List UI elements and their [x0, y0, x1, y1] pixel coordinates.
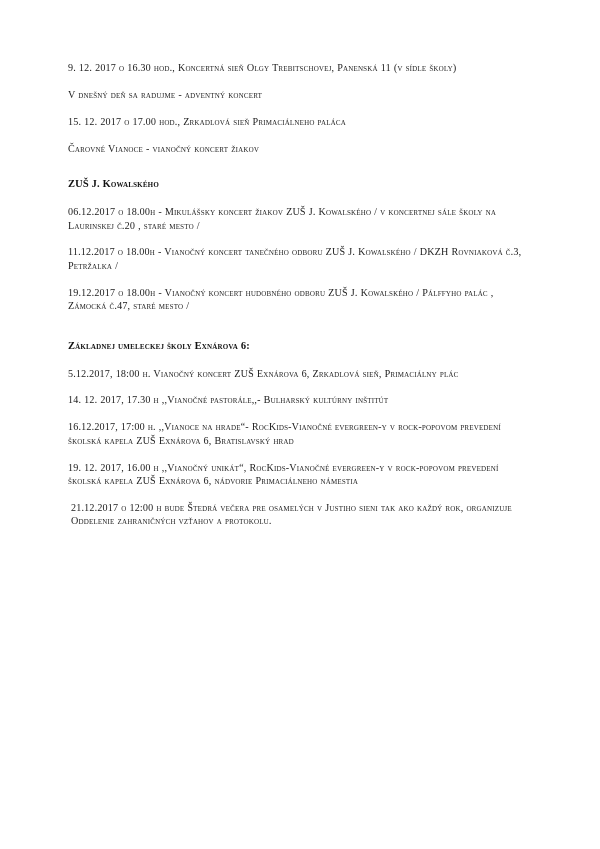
section-heading-exnarova: Základnej umeleckej školy Exnárova 6: [68, 340, 250, 352]
paragraph-line-secondary: školská kapela ZUŠ Exnárova 6, Bratislavský hrad [68, 435, 294, 447]
paragraph-line-secondary: školská kapela ZUŠ Exnárova 6, nádvorie Primaciálneho námestia [68, 476, 359, 488]
paragraph-event-14-12-exnarova: 14. 12. 2017, 17.30 h ,,Vianočné pastorále,,- Bulharský kultúrny inštitút [68, 395, 389, 407]
paragraph-event-19-12-kowalskeho: 19.12.2017 o 18.00h - Vianočný koncert hudobného odboru ZUŠ J. Kowalského / Pálffyho palác , Zámocká č.47, staré mesto / [68, 287, 494, 313]
paragraph-line-primary: 16.12.2017, 17:00 h. ,,Vianoce na hrade“- RocKids-Vianočné evergreen-y v rock-popovom prevedení [68, 422, 501, 434]
paragraph-event-05-12-exnarova: 5.12.2017, 18:00 h. Vianočný koncert ZUŠ Exnárova 6, Zrkadlová sieň, Primaciálny plác [68, 368, 459, 380]
paragraph-line-primary: 19. 12. 2017, 16.00 h ,,Vianočný unikát“, RocKids-Vianočné evergreen-y v rock-popovom prevedení [68, 462, 499, 474]
paragraph-event-15-12-title: Čarovné Vianoce - vianočný koncert žiakov [68, 143, 260, 155]
paragraph-event-16-12-exnarova [68, 421, 532, 448]
paragraph-event-19-12-exnarova [68, 462, 532, 489]
paragraph-event-06-12-kowalskeho: 06.12.2017 o 18.00h - Mikulášsky koncert žiakov ZUŠ J. Kowalského / v koncertnej sále školy na Laurinskej č.20 , staré mesto / [68, 207, 497, 232]
document-body [68, 62, 532, 542]
paragraph-event-15-12-venue: 15. 12. 2017 o 17.00 hod., Zrkadlová sieň Primaciálneho paláca [68, 116, 346, 128]
paragraph-event-21-12-stedra-vecera: 21.12.2017 o 12:00 h bude Štedrá večera pre osamelých v Justiho sieni tak ako každý rok, organizuje Oddelenie zahraničných vzťahov a protokolu. [71, 503, 512, 528]
paragraph-event-09-12-venue: 9. 12. 2017 o 16.30 hod., Koncertná sieň Olgy Trebitschovej, Panenská 11 (v sídle školy) [68, 63, 457, 74]
section-heading-kowalskeho: ZUŠ J. Kowalského [68, 179, 159, 191]
paragraph-event-09-12-title: V dnešný deň sa radujme - adventný koncert [68, 89, 263, 101]
paragraph-event-11-12-kowalskeho: 11.12.2017 o 18.00h - Vianočný koncert tanečného odboru ZUŠ J. Kowalského / DKZH Rovniaková č.3, Petržalka / [68, 247, 522, 272]
